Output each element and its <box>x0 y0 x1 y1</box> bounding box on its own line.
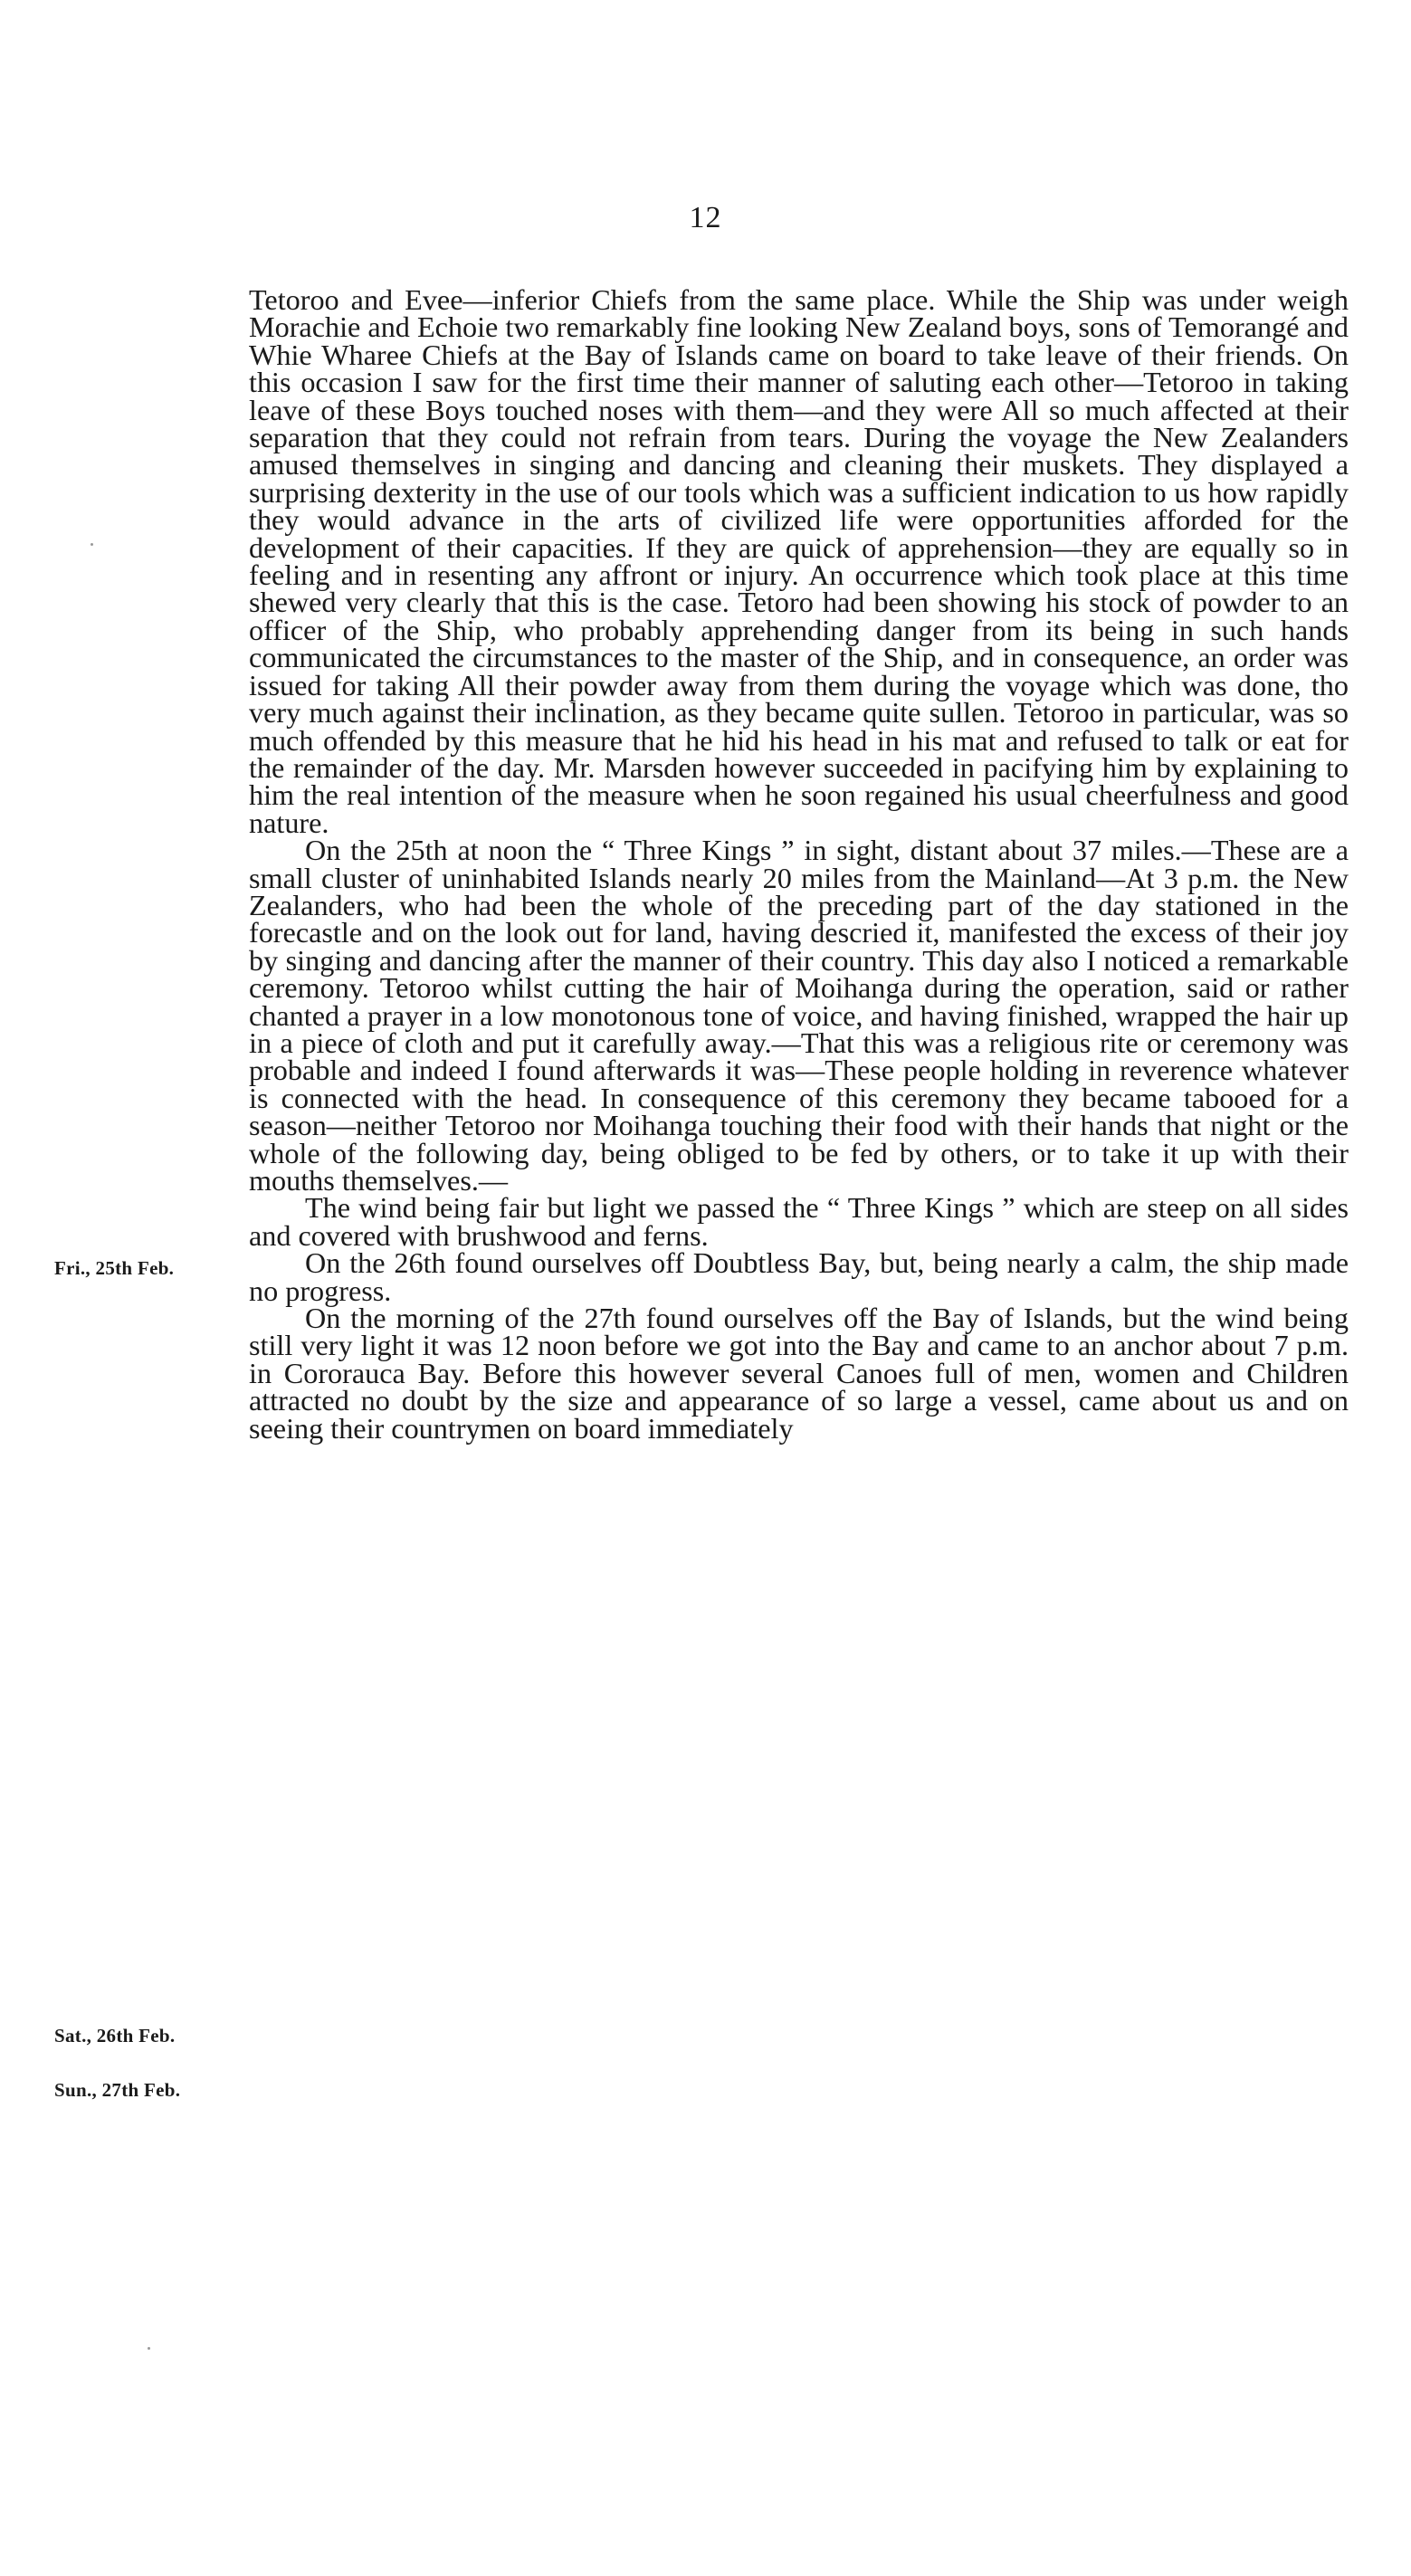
margin-note-sat-26th-feb: Sat., 26th Feb. <box>54 2025 176 2046</box>
page-number: 12 <box>689 201 722 234</box>
paragraph-passing-three-kings: The wind being fair but light we passed the “ Three Kings ” which are steep on all sides and covered with brushwood and ferns. <box>249 1191 1349 1252</box>
paragraph-continued: Tetoroo and Evee—inferior Chiefs from the same place. While the Ship was under weigh Morachie and Echoie two remarkably fine looking New Zealand boys, sons of Temorangé and Whie Wharee Chiefs at the Bay of Islands came on board to take leave of their friends. On this occasion I saw for the first time their manner of saluting each other—Tetoroo in taking leave of these Boys touched noses with them—and they were All so much affected at their separation that they could not refrain from tears. During the voyage the New Zealanders amused themselves in singing and dancing and cleaning their muskets. They displayed a surprising dexterity in the use of our tools which was a sufficient indication to us how rapidly they would advance in the arts of civilized life were opportunities afforded for the development of their capacities. If they are quick of apprehension—they are equally so in feeling and in resenting any affront or injury. An occurrence which took place at this time shewed very clearly that this is the case. Tetoro had been showing his stock of powder to an officer of the Ship, who probably apprehending danger from its being in such hands communicated the circumstances to the master of the Ship, and in consequence, an order was issued for taking All their powder away from them during the voyage which was done, tho very much against their inclination, as they became quite sullen. Tetoroo in particular, was so much offended by this measure that he hid his head in his mat and refused to talk or eat for the remainder of the day. Mr. Marsden however succeeded in pacifying him by explaining to him the real intention of the measure when he soon regained his usual cheerfulness and good nature. <box>249 283 1349 839</box>
margin-note-fri-25th-feb: Fri., 25th Feb. <box>54 1257 175 1279</box>
main-text-column <box>249 283 1349 1445</box>
paper-speck <box>91 543 93 546</box>
margin-note-sun-27th-feb: Sun., 27th Feb. <box>54 2079 181 2101</box>
paragraph-bay-of-islands: On the morning of the 27th found ourselves off the Bay of Islands, but the wind being still very light it was 12 noon before we got into the Bay and came to an anchor about 7 p.m. in Cororauca Bay. Before this however several Canoes full of men, women and Children attracted no doubt by the size and appearance of so large a vessel, came about us and on seeing their countrymen on board immediately <box>249 1302 1349 1445</box>
paper-speck <box>148 2347 150 2350</box>
paragraph-doubtless-bay: On the 26th found ourselves off Doubtless Bay, but, being nearly a calm, the ship made no progress. <box>249 1246 1349 1307</box>
paragraph-three-kings-sighting: On the 25th at noon the “ Three Kings ” in sight, distant about 37 miles.—These are a small cluster of uninhabited Islands nearly 20 miles from the Mainland—At 3 p.m. the New Zealanders, who had been the whole of the preceding part of the day stationed in the forecastle and on the look out for land, having descried it, manifested the excess of their joy by singing and dancing after the manner of their country. This day also I noticed a remarkable ceremony. Tetoroo whilst cutting the hair of Moihanga during the operation, said or rather chanted a prayer in a low monotonous tone of voice, and having finished, wrapped the hair up in a piece of cloth and put it carefully away.—That this was a religious rite or ceremony was probable and indeed I found afterwards it was—These people holding in reverence whatever is connected with the head. In consequence of this ceremony they became tabooed for a season—neither Tetoroo nor Moihanga touching their food with their hands that night or the whole of the following day, being obliged to be fed by others, or to take it up with their mouths themselves.— <box>249 834 1349 1197</box>
